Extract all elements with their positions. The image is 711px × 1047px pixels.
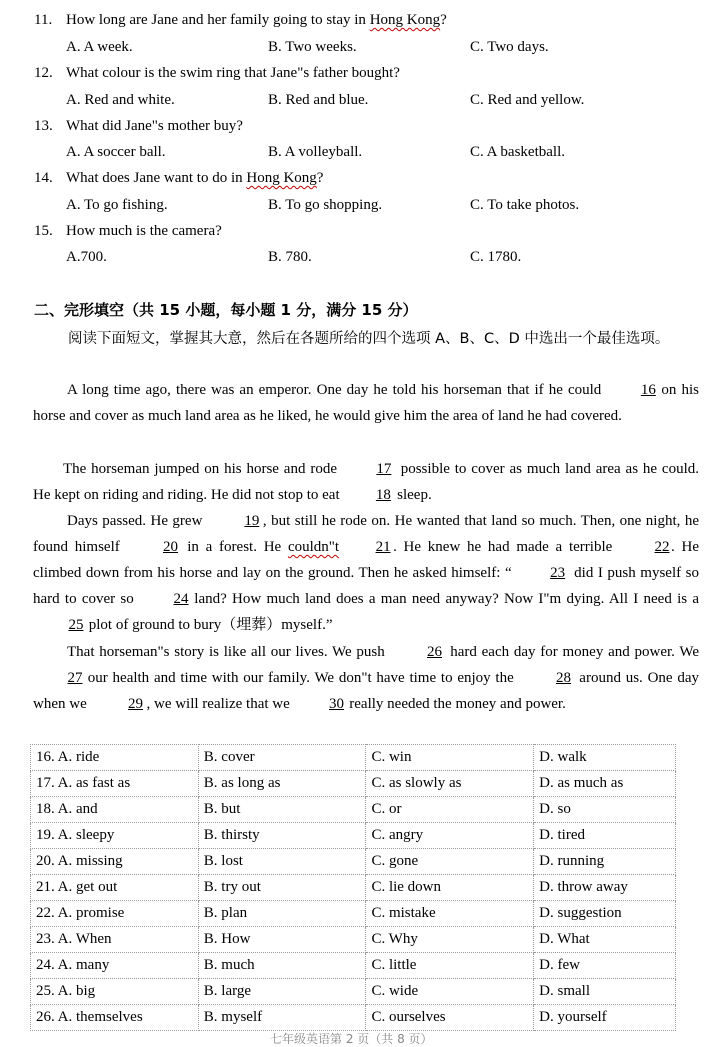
option-row — [31, 849, 676, 875]
option-cell: B. myself — [198, 1005, 366, 1031]
option-cell: C. lie down — [366, 875, 534, 901]
passage-paragraph-1: A long time ago, there was an emperor. One day he told his horseman that if he could 16 on his horse and cover as much land area as he liked, he would give him the area of land he had covered. — [33, 377, 699, 429]
blank-26: 26 — [427, 644, 442, 660]
option-cell: 21. A. get out — [31, 875, 199, 901]
blank-16: 16 — [640, 382, 656, 398]
option-cell: D. What — [534, 927, 676, 953]
option-c: C. Two days. — [470, 39, 549, 55]
question-15: 15. How much is the camera? — [34, 223, 222, 239]
blank-23: 23 — [550, 565, 566, 581]
option-b: B. A volleyball. — [268, 144, 363, 160]
option-cell: D. suggestion — [534, 901, 676, 927]
passage-paragraph-4: That horseman"s story is like all our lives. We push 26 hard each day for money and power. We 27 our health and time with our family. We don"t have time to enjoy the 28 around us. One day when we 29 , we will realize that we 30 really needed the money and power. — [33, 639, 699, 717]
passage-paragraph-2: The horseman jumped on his horse and rode 17 possible to cover as much land area as he could. He kept on riding and riding. He did not stop to eat 18 sleep. — [33, 456, 699, 508]
question-14: 14. What does Jane want to do in Hong Kong? — [34, 170, 324, 186]
option-cell: 22. A. promise — [31, 901, 199, 927]
option-c: C. 1780. — [470, 249, 522, 265]
blank-22: 22 — [654, 539, 670, 555]
section-title: 二、完形填空（共 15 小题，每小题 1 分，满分 15 分） — [34, 301, 418, 319]
option-cell: B. as long as — [198, 771, 366, 797]
blank-30: 30 — [329, 696, 345, 712]
option-a: A. Red and white. — [66, 92, 175, 108]
option-b: B. Two weeks. — [268, 39, 357, 55]
option-cell: 20. A. missing — [31, 849, 199, 875]
blank-29: 29 — [127, 696, 143, 712]
option-row — [31, 823, 676, 849]
passage-paragraph-3: Days passed. He grew 19 , but still he rode on. He wanted that land so much. Then, one night, he found himself 20 in a forest. He couldn"t 21 . He knew he had made a terrible 22 . He climbed down from his horse and lay on the ground. Then he asked himself: “ 23 did I push myself so hard to cover so 24 land? How much land does a man need anyway? Now I"m dying. All I need is a 25 plot of ground to bury（埋葬）myself.” — [33, 508, 699, 638]
page-footer: 七年级英语第 2 页（共 8 页） — [270, 1032, 433, 1046]
blank-18: 18 — [375, 487, 391, 503]
option-cell: B. thirsty — [198, 823, 366, 849]
option-cell: B. try out — [198, 875, 366, 901]
option-cell: D. small — [534, 979, 676, 1005]
blank-24: 24 — [173, 591, 189, 607]
option-cell: 25. A. big — [31, 979, 199, 1005]
question-11: 11. How long are Jane and her family going to stay in Hong Kong? — [34, 12, 447, 28]
option-cell: D. as much as — [534, 771, 676, 797]
option-cell: 23. A. When — [31, 927, 199, 953]
blank-27: 27 — [67, 670, 83, 686]
option-cell: 17. A. as fast as — [31, 771, 199, 797]
option-cell: C. little — [366, 953, 534, 979]
option-cell: 19. A. sleepy — [31, 823, 199, 849]
option-cell: 16. A. ride — [31, 745, 199, 771]
option-row — [31, 927, 676, 953]
blank-19: 19 — [244, 513, 260, 529]
option-cell: 26. A. themselves — [31, 1005, 199, 1031]
blank-17: 17 — [376, 461, 392, 477]
blank-21: 21 — [375, 539, 391, 555]
option-cell: D. walk — [534, 745, 676, 771]
option-a: A. To go fishing. — [66, 197, 168, 213]
option-cell: D. yourself — [534, 1005, 676, 1031]
option-row — [31, 1005, 676, 1031]
blank-28: 28 — [556, 670, 572, 686]
option-row — [31, 979, 676, 1005]
option-cell: D. so — [534, 797, 676, 823]
option-b: B. 780. — [268, 249, 312, 265]
option-b: B. Red and blue. — [268, 92, 369, 108]
option-cell: C. angry — [366, 823, 534, 849]
question-13: 13. What did Jane"s mother buy? — [34, 118, 243, 134]
option-row — [31, 745, 676, 771]
option-row — [31, 953, 676, 979]
question-12: 12. What colour is the swim ring that Jane"s father bought? — [34, 65, 400, 81]
option-cell: C. gone — [366, 849, 534, 875]
option-row — [31, 797, 676, 823]
section-instruction: 阅读下面短文，掌握其大意，然后在各题所给的四个选项 A、B、C、D 中选出一个最佳选项。 — [68, 331, 670, 347]
option-cell: C. or — [366, 797, 534, 823]
option-c: C. To take photos. — [470, 197, 580, 213]
option-cell: C. wide — [366, 979, 534, 1005]
blank-20: 20 — [162, 539, 178, 555]
option-a: A.700. — [66, 249, 107, 265]
option-cell: B. much — [198, 953, 366, 979]
option-b: B. To go shopping. — [268, 197, 383, 213]
option-row — [31, 901, 676, 927]
option-a: A. A week. — [66, 39, 133, 55]
option-row — [31, 771, 676, 797]
option-a: A. A soccer ball. — [66, 144, 166, 160]
option-cell: D. running — [534, 849, 676, 875]
option-cell: C. mistake — [366, 901, 534, 927]
option-cell: 24. A. many — [31, 953, 199, 979]
option-cell: B. How — [198, 927, 366, 953]
option-cell: C. Why — [366, 927, 534, 953]
option-cell: D. throw away — [534, 875, 676, 901]
option-cell: D. tired — [534, 823, 676, 849]
option-cell: 18. A. and — [31, 797, 199, 823]
option-row — [31, 875, 676, 901]
option-cell: B. cover — [198, 745, 366, 771]
option-cell: B. but — [198, 797, 366, 823]
options-table — [30, 744, 676, 1031]
option-cell: C. win — [366, 745, 534, 771]
option-cell: C. ourselves — [366, 1005, 534, 1031]
option-cell: B. plan — [198, 901, 366, 927]
blank-25: 25 — [68, 617, 84, 633]
option-cell: C. as slowly as — [366, 771, 534, 797]
option-cell: B. large — [198, 979, 366, 1005]
option-c: C. Red and yellow. — [470, 92, 585, 108]
option-cell: D. few — [534, 953, 676, 979]
options-table-body — [31, 745, 676, 1031]
option-c: C. A basketball. — [470, 144, 565, 160]
option-cell: B. lost — [198, 849, 366, 875]
